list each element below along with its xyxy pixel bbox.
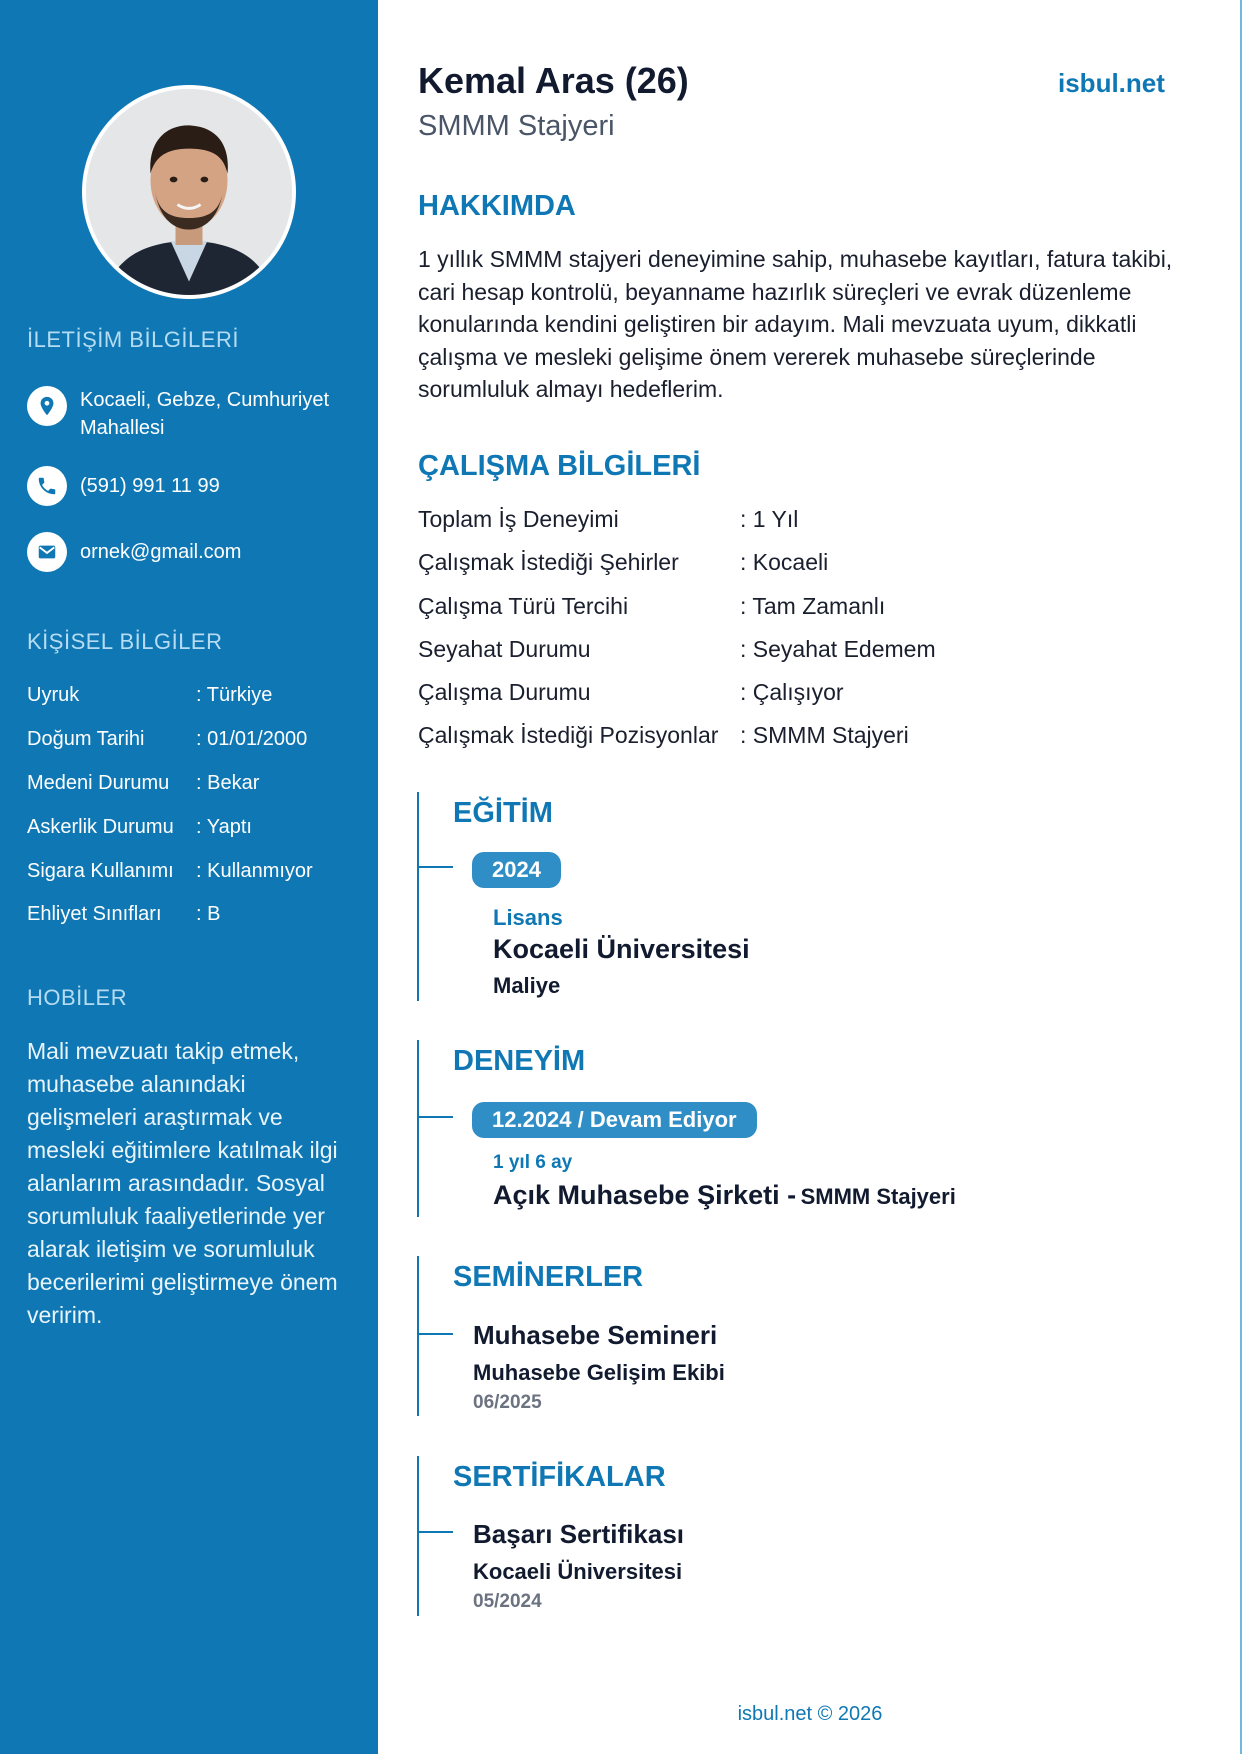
personal-value: : Kullanmıyor bbox=[196, 860, 313, 882]
mail-icon bbox=[27, 532, 67, 572]
education-degree: Lisans bbox=[493, 905, 563, 930]
personal-heading: KİŞİSEL BİLGİLER bbox=[27, 629, 223, 654]
work-info-value: : 1 Yıl bbox=[740, 506, 799, 532]
seminars-timeline bbox=[417, 1256, 419, 1416]
experience-duration: 1 yıl 6 ay bbox=[493, 1152, 573, 1173]
hobbies-text: Mali mevzuatı takip etmek, muhasebe alanındaki gelişmeleri araştırmak ve mesleki eğitimlere katılmak ilgi alanlarım arasındadır. Sosyal sorumluluk faaliyetlerinde yer alarak iletişim ve sorumluluk becerilerimi geliştirmeye önem veririm. bbox=[27, 1038, 338, 1328]
personal-key: Medeni Durumu bbox=[27, 772, 170, 794]
certificates-timeline bbox=[417, 1456, 419, 1616]
timeline-tick bbox=[417, 1333, 453, 1335]
work-info-key: Çalışma Türü Tercihi bbox=[418, 593, 629, 619]
work-info-value: : Kocaeli bbox=[740, 549, 829, 575]
experience-period-badge: 12.2024 / Devam Ediyor bbox=[472, 1102, 757, 1138]
seminars-heading: SEMİNERLER bbox=[453, 1261, 644, 1293]
education-department: Maliye bbox=[493, 973, 561, 998]
experience-company-line bbox=[493, 1180, 956, 1211]
seminar-date: 06/2025 bbox=[473, 1392, 542, 1413]
work-info-value: : Tam Zamanlı bbox=[740, 593, 886, 619]
education-year-badge: 2024 bbox=[472, 852, 561, 888]
hobbies-heading: HOBİLER bbox=[27, 985, 128, 1010]
sidebar bbox=[0, 0, 378, 1754]
work-info-key: Çalışma Durumu bbox=[418, 679, 591, 705]
education-heading: EĞİTİM bbox=[453, 797, 553, 829]
timeline-tick bbox=[417, 1531, 453, 1533]
address-line-2: Mahallesi bbox=[80, 417, 165, 439]
personal-value: : Yaptı bbox=[196, 816, 252, 838]
personal-value: : Bekar bbox=[196, 772, 260, 794]
personal-value: : B bbox=[196, 903, 221, 925]
personal-key: Sigara Kullanımı bbox=[27, 860, 174, 882]
about-text: 1 yıllık SMMM stajyeri deneyimine sahip, muhasebe kayıtları, fatura takibi, cari hesap kontrolü, beyanname hazırlık süreçleri ve evrak düzenleme konularında kendini geliştiren bir adayım. Mali mevzuata uyum, dikkatli çalışma ve mesleki gelişime önem vererek muhasebe süreçlerinde sorumluluk almayı hedeflerim. bbox=[418, 246, 1173, 402]
phone-icon bbox=[27, 466, 67, 506]
profile-photo bbox=[82, 85, 296, 299]
certificate-name: Başarı Sertifikası bbox=[473, 1519, 685, 1549]
work-info-key: Seyahat Durumu bbox=[418, 636, 591, 662]
personal-key: Uyruk bbox=[27, 684, 80, 706]
timeline-tick bbox=[417, 866, 453, 868]
contact-address bbox=[27, 386, 357, 442]
work-info-value: : Seyahat Edemem bbox=[740, 636, 936, 662]
address-line-1: Kocaeli, Gebze, Cumhuriyet bbox=[80, 389, 330, 411]
contact-phone bbox=[27, 466, 357, 506]
contact-email bbox=[27, 532, 357, 572]
work-info-value: : SMMM Stajyeri bbox=[740, 722, 909, 748]
certificate-org: Kocaeli Üniversitesi bbox=[473, 1559, 683, 1584]
seminar-org: Muhasebe Gelişim Ekibi bbox=[473, 1360, 725, 1385]
experience-company: Açık Muhasebe Şirketi - bbox=[493, 1180, 797, 1210]
email-text: ornek@gmail.com bbox=[80, 541, 242, 563]
certificates-heading: SERTİFİKALAR bbox=[453, 1461, 666, 1493]
candidate-title: SMMM Stajyeri bbox=[418, 110, 615, 142]
education-timeline bbox=[417, 792, 419, 1001]
person-photo-icon bbox=[86, 89, 292, 295]
experience-timeline bbox=[417, 1040, 419, 1217]
brand-link[interactable]: isbul.net bbox=[1058, 68, 1165, 98]
timeline-tick bbox=[417, 1116, 453, 1118]
personal-value: : 01/01/2000 bbox=[196, 728, 308, 750]
main-content bbox=[378, 0, 1242, 1754]
location-pin-icon bbox=[27, 386, 67, 426]
work-info-value: : Çalışıyor bbox=[740, 679, 844, 705]
candidate-name: Kemal Aras (26) bbox=[418, 60, 689, 101]
work-info-key: Toplam İş Deneyimi bbox=[418, 506, 619, 532]
personal-key: Doğum Tarihi bbox=[27, 728, 145, 750]
work-info-heading: ÇALIŞMA BİLGİLERİ bbox=[418, 450, 701, 482]
personal-value: : Türkiye bbox=[196, 684, 273, 706]
footer-text: isbul.net © 2026 bbox=[737, 1703, 883, 1725]
personal-key: Ehliyet Sınıfları bbox=[27, 903, 162, 925]
seminar-name: Muhasebe Semineri bbox=[473, 1320, 718, 1350]
certificate-date: 05/2024 bbox=[473, 1591, 542, 1612]
experience-position: SMMM Stajyeri bbox=[800, 1184, 956, 1209]
address-text bbox=[80, 386, 329, 442]
work-info-key: Çalışmak İstediği Pozisyonlar bbox=[418, 722, 719, 748]
contact-heading: İLETİŞİM BİLGİLERİ bbox=[27, 327, 239, 352]
phone-text: (591) 991 11 99 bbox=[80, 475, 220, 497]
education-school: Kocaeli Üniversitesi bbox=[493, 934, 750, 964]
work-info-key: Çalışmak İstediği Şehirler bbox=[418, 549, 679, 575]
personal-key: Askerlik Durumu bbox=[27, 816, 174, 838]
about-heading: HAKKIMDA bbox=[418, 190, 576, 222]
experience-heading: DENEYİM bbox=[453, 1045, 586, 1077]
